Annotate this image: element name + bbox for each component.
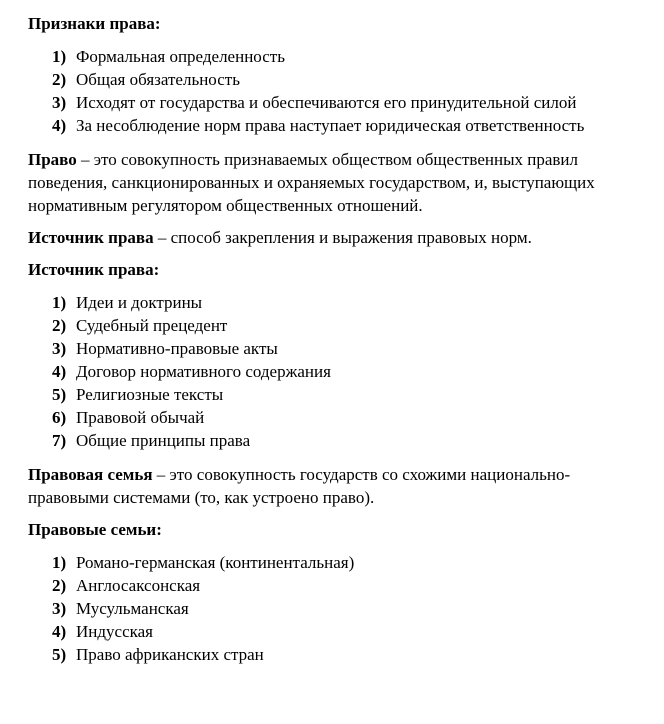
list-item-number: 2): [52, 316, 67, 335]
definition-term: Источник права: [28, 228, 154, 247]
list-item: [28, 360, 644, 383]
list-item-number: 3): [52, 93, 67, 112]
list-item: [28, 429, 644, 452]
list-item-text: Право африканских стран: [76, 645, 264, 664]
list-item-number: 5): [52, 385, 67, 404]
heading-signs-of-law: Признаки права:: [28, 14, 161, 33]
list-sources-of-law: [28, 291, 644, 452]
list-item-text: Религиозные тексты: [76, 385, 224, 404]
definition-text: – это совокупность государств со схожими национально-правовыми системами (то, как устроено право).: [28, 465, 571, 507]
list-item-number: 1): [52, 293, 67, 312]
list-item-text: Исходят от государства и обеспечиваются его принудительной силой: [76, 93, 577, 112]
list-item: [28, 68, 644, 91]
definition-law: [28, 148, 644, 217]
definition-term: Правовая семья: [28, 465, 153, 484]
definition-text: – способ закрепления и выражения правовых норм.: [153, 228, 532, 247]
list-item: [28, 314, 644, 337]
list-item: [28, 45, 644, 68]
list-item-number: 4): [52, 362, 67, 381]
list-item-number: 1): [52, 47, 67, 66]
list-item: [28, 574, 644, 597]
list-item-number: 3): [52, 599, 67, 618]
definition-text: – это совокупность признаваемых обществом общественных правил поведения, санкционированных и охраняемых государством, и, выступающих нормативным регулятором общественных отношений.: [28, 150, 595, 215]
definition-source-of-law: [28, 226, 644, 249]
list-item: [28, 337, 644, 360]
list-item-number: 6): [52, 408, 67, 427]
list-legal-families: [28, 551, 644, 666]
list-item-text: Общие принципы права: [76, 431, 251, 450]
list-item: [28, 597, 644, 620]
list-item-text: Правовой обычай: [76, 408, 205, 427]
heading-legal-families: Правовые семьи:: [28, 520, 162, 539]
list-item: [28, 406, 644, 429]
list-item-text: Договор нормативного содержания: [76, 362, 331, 381]
list-item-text: Индусская: [76, 622, 153, 641]
list-item: [28, 91, 644, 114]
list-item-text: Романо-германская (континентальная): [76, 553, 355, 572]
list-item-number: 4): [52, 116, 67, 135]
list-item-number: 2): [52, 576, 67, 595]
list-item-number: 5): [52, 645, 67, 664]
list-item-text: Судебный прецедент: [76, 316, 228, 335]
definition-term: Право: [28, 150, 77, 169]
list-item-text: Нормативно-правовые акты: [76, 339, 278, 358]
list-item: [28, 643, 644, 666]
list-item-text: Формальная определенность: [76, 47, 285, 66]
list-item-number: 4): [52, 622, 67, 641]
document: [28, 12, 644, 666]
definition-legal-family: [28, 463, 644, 509]
list-item: [28, 551, 644, 574]
list-item-text: Идеи и доктрины: [76, 293, 203, 312]
list-item-text: За несоблюдение норм права наступает юридическая ответственность: [76, 116, 585, 135]
heading-sources-of-law: Источник права:: [28, 260, 160, 279]
list-item-text: Мусульманская: [76, 599, 189, 618]
list-item-text: Общая обязательность: [76, 70, 240, 89]
list-item-number: 3): [52, 339, 67, 358]
list-item: [28, 620, 644, 643]
list-item: [28, 114, 644, 137]
list-signs-of-law: [28, 45, 644, 137]
list-item-text: Англосаксонская: [76, 576, 201, 595]
list-item: [28, 291, 644, 314]
list-item-number: 2): [52, 70, 67, 89]
list-item: [28, 383, 644, 406]
list-item-number: 1): [52, 553, 67, 572]
list-item-number: 7): [52, 431, 67, 450]
